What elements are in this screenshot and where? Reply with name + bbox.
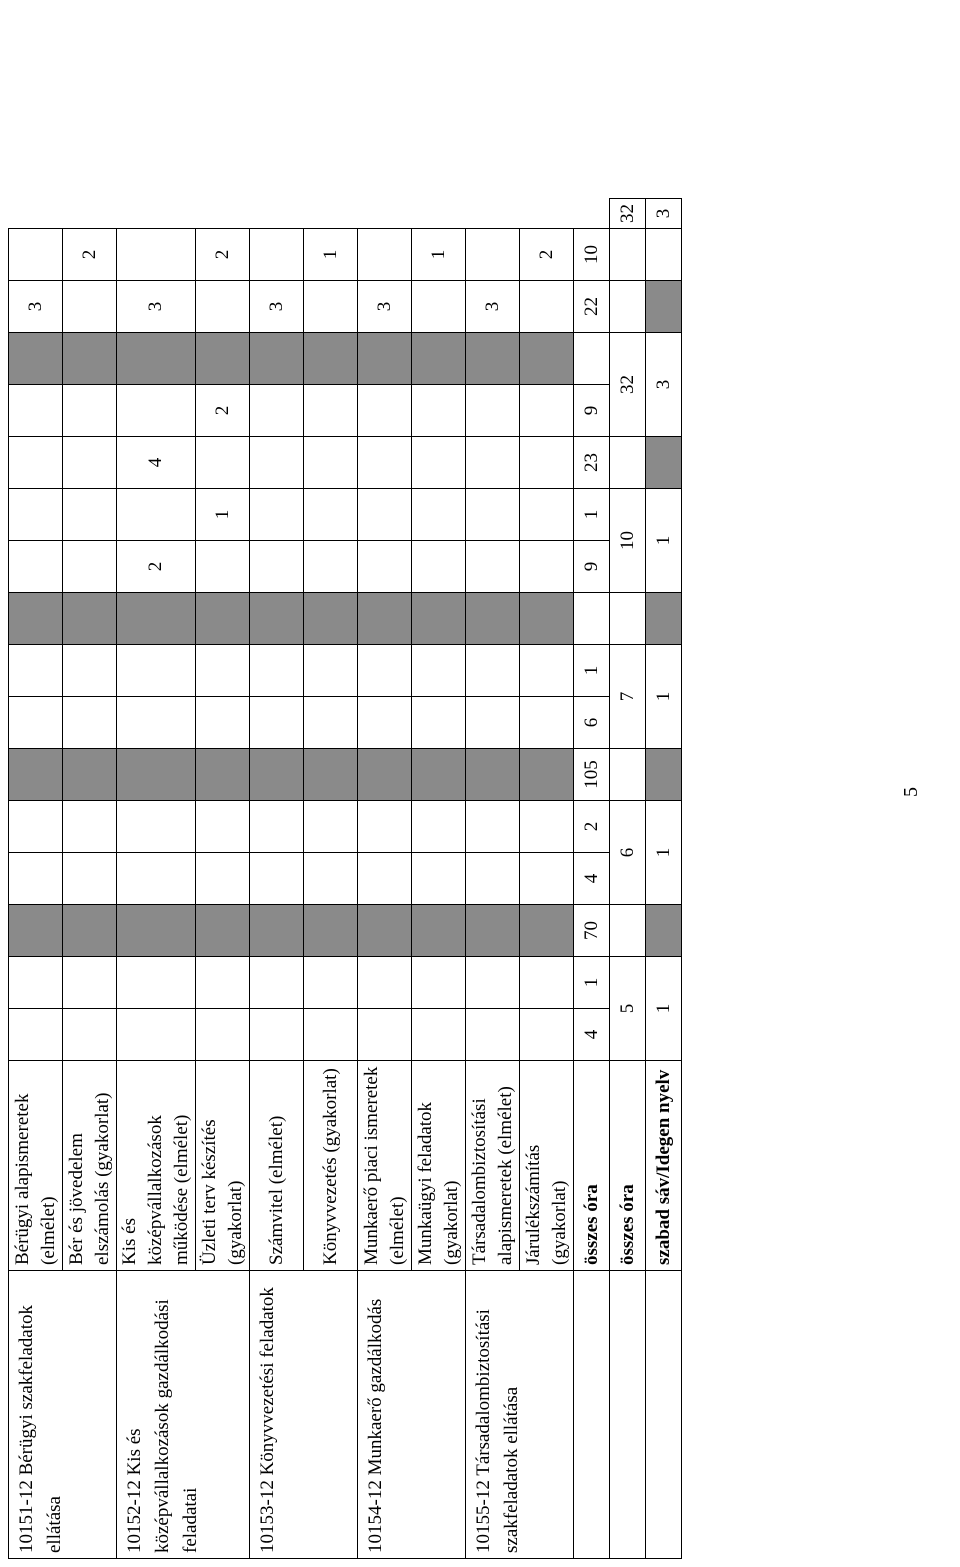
subject-cell: Társadalombiztosítási alapismeretek (elmélet) [466,1061,520,1271]
hours-cell [520,905,574,957]
hours-cell [9,333,63,385]
hours-cell [9,437,63,489]
subject-cell: Járulékszámítás (gyakorlat) [520,1061,574,1271]
summary-hours-cell: 6 [610,801,646,905]
hours-cell [9,645,63,697]
total-hours-cell: 10 [574,229,610,281]
hours-cell [358,1009,412,1061]
summary-hours-cell: 1 [646,645,682,749]
hours-cell [520,749,574,801]
hours-cell [9,749,63,801]
empty-cell [574,1271,610,1559]
summary-hours-cell [610,437,646,489]
summary-row [610,199,646,1559]
summary-row [646,199,682,1559]
hours-cell [304,541,358,593]
hours-cell [117,229,196,281]
hours-cell [250,749,304,801]
hours-cell [412,645,466,697]
hours-cell [250,541,304,593]
subject-cell: Számvitel (elmélet) [250,1061,304,1271]
hours-cell [63,853,117,905]
hours-cell [9,385,63,437]
hours-cell [250,437,304,489]
hours-cell [412,697,466,749]
hours-cell [412,281,466,333]
hours-cell [466,957,520,1009]
totals-label: összes óra [574,1061,610,1271]
summary-hours-cell: 3 [646,333,682,437]
summary-label: összes óra [610,1061,646,1271]
hours-cell [358,697,412,749]
hours-cell [358,801,412,853]
hours-cell [63,333,117,385]
hours-cell [304,437,358,489]
hours-cell [117,697,196,749]
subject-cell: Munkaügyi feladatok (gyakorlat) [412,1061,466,1271]
hours-cell [304,489,358,541]
hours-cell: 2 [196,385,250,437]
hours-cell [520,697,574,749]
hours-cell [466,385,520,437]
hours-cell [412,957,466,1009]
hours-cell [9,489,63,541]
subject-cell: Munkaerő piaci ismeretek (elmélet) [358,1061,412,1271]
hours-cell [250,333,304,385]
hours-cell: 1 [196,489,250,541]
hours-cell [63,645,117,697]
module-name-cell: 10153-12 Könyvvezetési feladatok [250,1271,358,1559]
summary-hours-cell: 32 [610,199,646,229]
summary-hours-cell [610,281,646,333]
hours-cell [63,1009,117,1061]
hours-cell [196,437,250,489]
subject-cell: Üzleti terv készítés (gyakorlat) [196,1061,250,1271]
hours-cell [304,1009,358,1061]
hours-cell [520,489,574,541]
subject-cell: Könyvvezetés (gyakorlat) [304,1061,358,1271]
summary-label: szabad sáv/Idegen nyelv [646,1061,682,1271]
hours-cell: 2 [520,229,574,281]
total-hours-cell: 1 [574,957,610,1009]
hours-cell [250,905,304,957]
hours-cell [63,749,117,801]
hours-cell [63,697,117,749]
hours-cell [466,229,520,281]
hours-cell: 3 [358,281,412,333]
hours-cell [117,593,196,645]
summary-hours-cell: 3 [646,199,682,229]
hours-cell [412,437,466,489]
hours-cell [304,645,358,697]
hours-cell [520,801,574,853]
total-hours-cell: 4 [574,1009,610,1061]
hours-cell [196,1009,250,1061]
hours-cell [9,593,63,645]
hours-cell [117,489,196,541]
total-hours-cell: 1 [574,645,610,697]
hours-cell [520,333,574,385]
hours-cell: 2 [63,229,117,281]
total-hours-cell: 9 [574,541,610,593]
empty-cell [646,1271,682,1559]
hours-cell [358,749,412,801]
summary-hours-cell [646,749,682,801]
table-row [9,199,63,1559]
summary-hours-cell [610,229,646,281]
hours-cell [196,281,250,333]
total-hours-cell: 70 [574,905,610,957]
total-hours-cell [574,593,610,645]
hours-cell [117,1009,196,1061]
hours-cell [250,385,304,437]
hours-cell [117,645,196,697]
hours-cell [250,697,304,749]
hours-cell [358,489,412,541]
hours-cell [250,957,304,1009]
summary-hours-cell: 7 [610,645,646,749]
hours-cell [358,229,412,281]
hours-cell [466,801,520,853]
hours-cell [250,1009,304,1061]
module-name-cell: 10155-12 Társadalombiztosítási szakfeladatok ellátása [466,1271,574,1559]
hours-cell [412,593,466,645]
hours-cell [9,957,63,1009]
hours-cell [520,1009,574,1061]
hours-cell [196,593,250,645]
hours-cell [117,333,196,385]
hours-cell [63,385,117,437]
summary-hours-cell [646,593,682,645]
hours-cell [520,541,574,593]
hours-cell [520,385,574,437]
hours-cell [63,801,117,853]
curriculum-table [8,198,682,1559]
hours-cell [412,489,466,541]
summary-hours-cell: 10 [610,489,646,593]
hours-cell [466,645,520,697]
hours-cell [466,593,520,645]
hours-cell [412,385,466,437]
hours-cell [412,801,466,853]
hours-cell [63,957,117,1009]
hours-cell [466,749,520,801]
hours-cell [196,645,250,697]
total-hours-cell: 1 [574,489,610,541]
summary-hours-cell [610,593,646,645]
hours-cell [304,905,358,957]
hours-cell [117,957,196,1009]
totals-row [574,199,610,1559]
hours-cell [196,697,250,749]
hours-cell [9,905,63,957]
subject-cell: Bér és jövedelem elszámolás (gyakorlat) [63,1061,117,1271]
hours-cell [520,437,574,489]
page-number: 5 [900,787,922,797]
hours-cell [358,385,412,437]
hours-cell [250,853,304,905]
total-hours-cell [574,333,610,385]
table-row [466,199,520,1559]
hours-cell [520,593,574,645]
hours-cell [520,853,574,905]
hours-cell [466,1009,520,1061]
hours-cell: 1 [304,229,358,281]
hours-cell [196,905,250,957]
hours-cell [250,229,304,281]
hours-cell [9,229,63,281]
hours-cell [304,697,358,749]
hours-cell [466,437,520,489]
hours-cell [358,333,412,385]
hours-cell [520,281,574,333]
hours-cell [196,801,250,853]
summary-hours-cell [610,749,646,801]
summary-hours-cell: 1 [646,489,682,593]
hours-cell [63,281,117,333]
subject-cell: Kis és középvállalkozások működése (elmélet) [117,1061,196,1271]
hours-cell [466,489,520,541]
hours-cell [520,957,574,1009]
hours-cell [358,437,412,489]
hours-cell [196,749,250,801]
total-hours-cell: 22 [574,281,610,333]
total-hours-cell: 23 [574,437,610,489]
hours-cell [466,541,520,593]
hours-cell [304,749,358,801]
hours-cell [250,489,304,541]
hours-cell [63,541,117,593]
hours-cell [466,905,520,957]
hours-cell: 1 [412,229,466,281]
hours-cell [63,437,117,489]
total-hours-cell: 4 [574,853,610,905]
hours-cell [466,853,520,905]
hours-cell [9,697,63,749]
hours-cell [304,333,358,385]
hours-cell: 2 [117,541,196,593]
hours-cell: 4 [117,437,196,489]
hours-cell [412,905,466,957]
summary-hours-cell: 1 [646,957,682,1061]
summary-hours-cell: 5 [610,957,646,1061]
total-hours-cell: 2 [574,801,610,853]
summary-hours-cell [610,905,646,957]
module-name-cell: 10154-12 Munkaerő gazdálkodás [358,1271,466,1559]
hours-cell [63,905,117,957]
hours-cell [304,593,358,645]
hours-cell [358,593,412,645]
hours-cell: 3 [9,281,63,333]
hours-cell [117,853,196,905]
hours-cell: 3 [250,281,304,333]
hours-cell: 3 [117,281,196,333]
hours-cell [196,957,250,1009]
total-hours-cell: 9 [574,385,610,437]
hours-cell [304,385,358,437]
hours-cell [466,697,520,749]
hours-cell [63,489,117,541]
hours-cell [520,645,574,697]
hours-cell [250,593,304,645]
hours-cell [117,801,196,853]
hours-cell [358,853,412,905]
hours-cell [117,749,196,801]
total-hours-cell: 105 [574,749,610,801]
hours-cell [196,333,250,385]
hours-cell [196,853,250,905]
hours-cell [117,385,196,437]
hours-cell [412,853,466,905]
hours-cell [9,853,63,905]
hours-cell [358,905,412,957]
hours-cell [117,905,196,957]
module-name-cell: 10151-12 Bérügyi szakfeladatok ellátása [9,1271,117,1559]
hours-cell [9,801,63,853]
table-row [358,199,412,1559]
hours-cell: 3 [466,281,520,333]
hours-cell [358,645,412,697]
hours-cell [304,957,358,1009]
summary-hours-cell [646,281,682,333]
hours-cell [9,1009,63,1061]
summary-hours-cell [646,229,682,281]
summary-hours-cell: 32 [610,333,646,437]
summary-hours-cell: 1 [646,801,682,905]
hours-cell [358,541,412,593]
hours-cell [9,541,63,593]
subject-cell: Bérügyi alapismeretek (elmélet) [9,1061,63,1271]
module-name-cell: 10152-12 Kis és középvállalkozások gazdálkodási feladatai [117,1271,250,1559]
hours-cell [412,333,466,385]
hours-cell [358,957,412,1009]
summary-hours-cell [646,437,682,489]
total-hours-cell: 6 [574,697,610,749]
table-row [250,199,304,1559]
summary-hours-cell [646,905,682,957]
hours-cell [250,801,304,853]
hours-cell [304,853,358,905]
table-row [117,199,196,1559]
hours-cell [466,333,520,385]
hours-cell: 2 [196,229,250,281]
hours-cell [412,541,466,593]
hours-cell [304,281,358,333]
empty-cell [610,1271,646,1559]
hours-cell [250,645,304,697]
hours-cell [412,1009,466,1061]
hours-cell [412,749,466,801]
hours-cell [196,541,250,593]
hours-cell [63,593,117,645]
hours-cell [304,801,358,853]
